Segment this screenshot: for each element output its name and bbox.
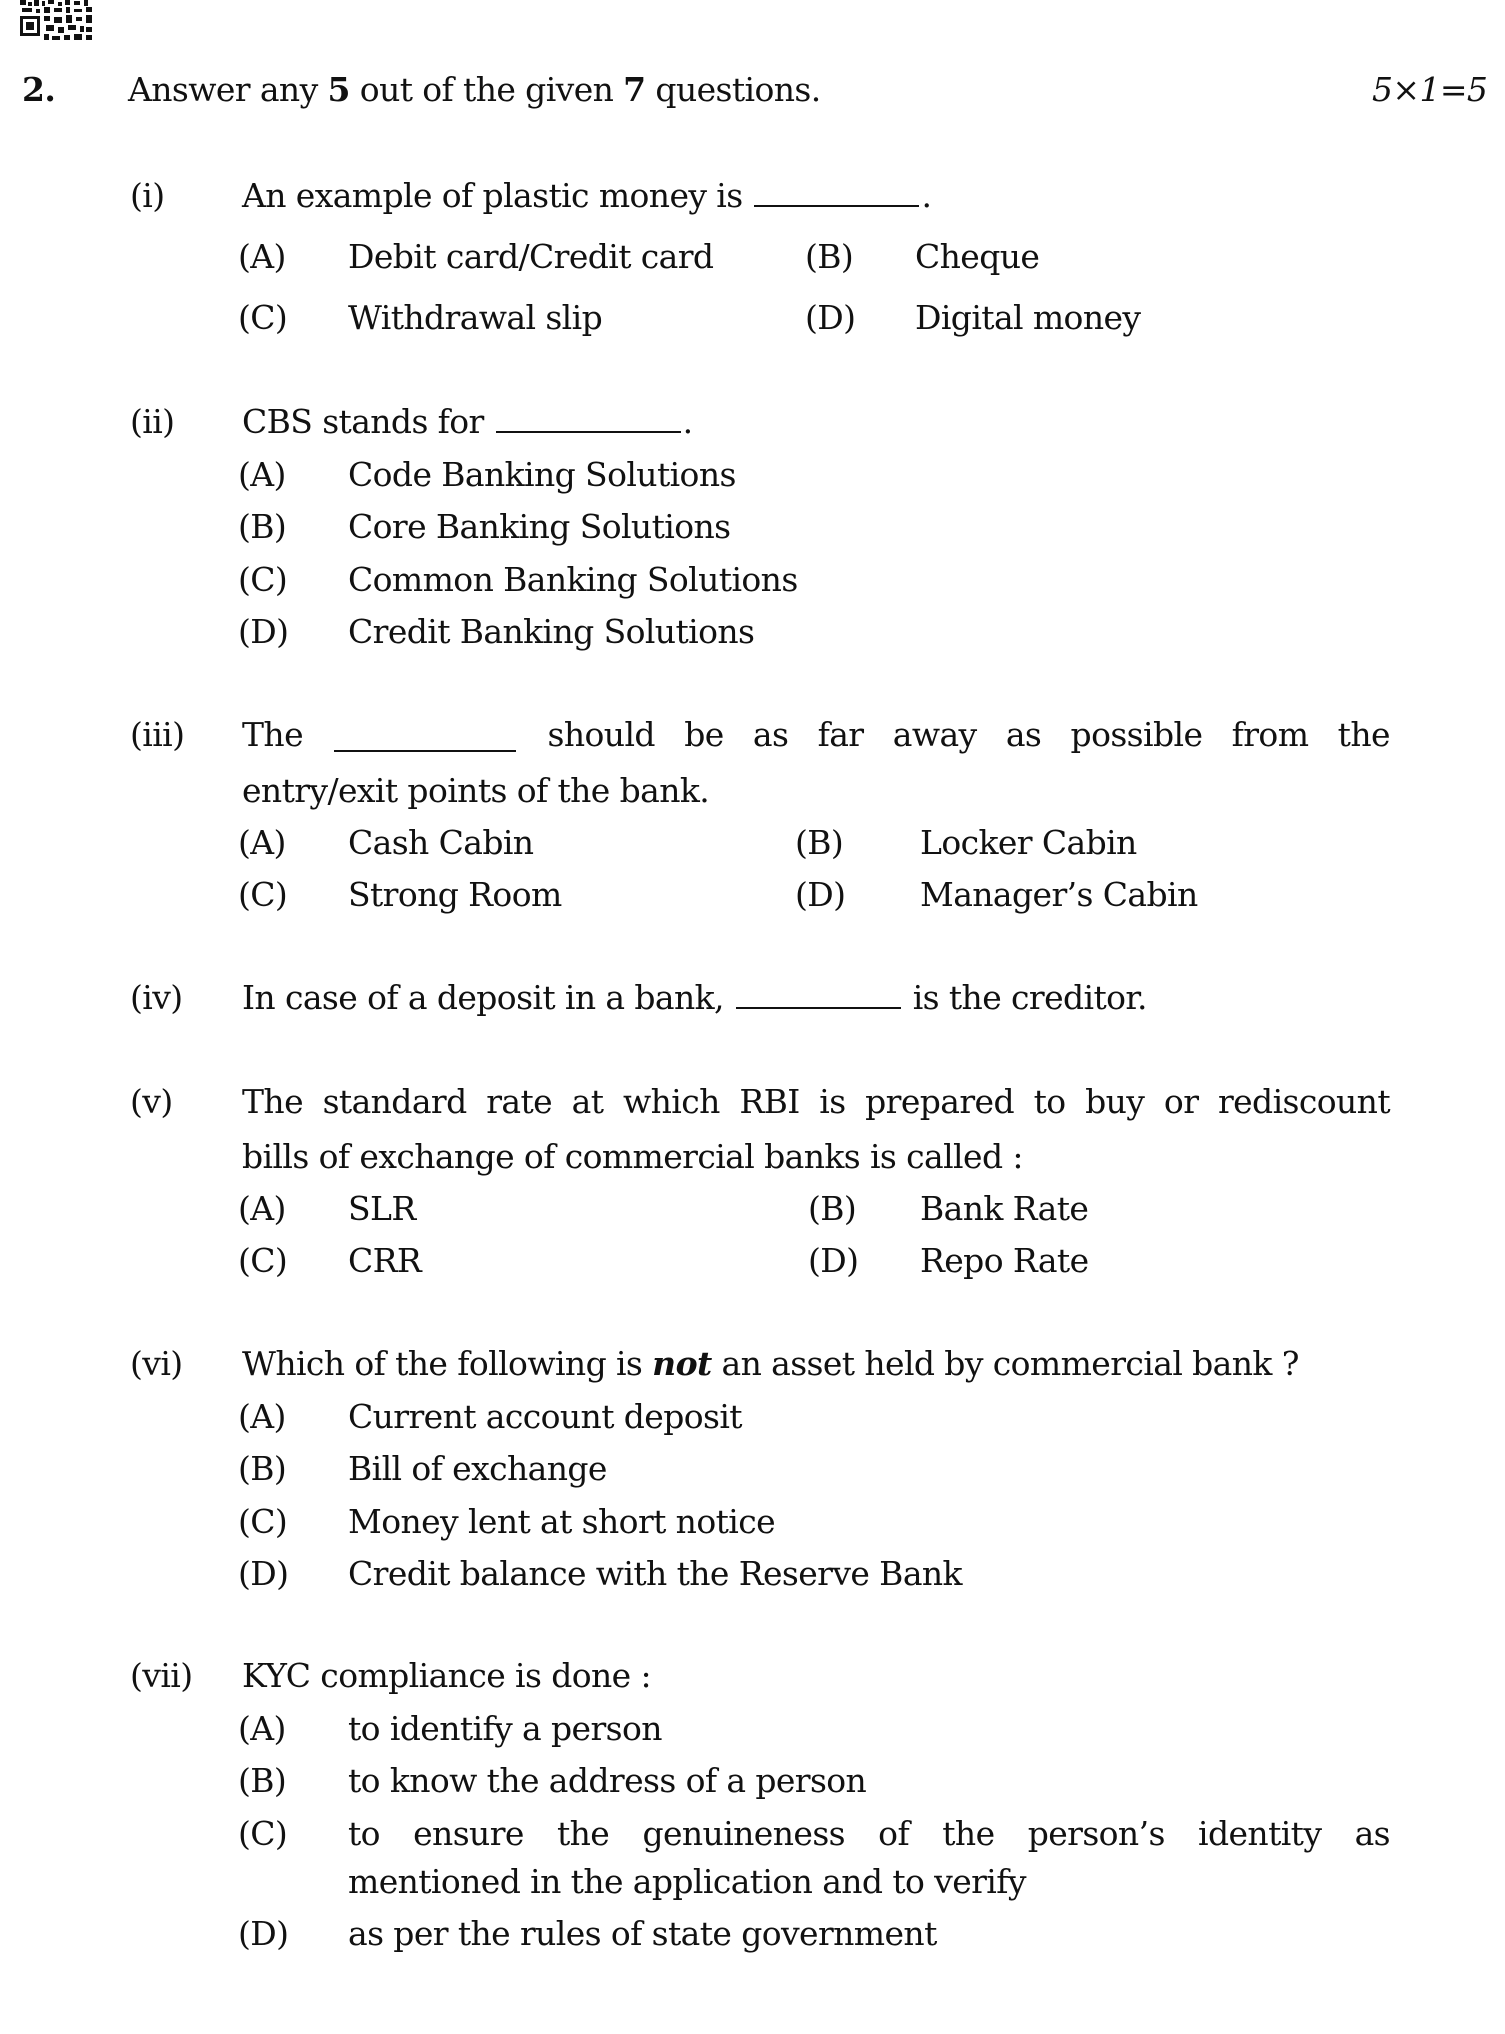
- question-text-part: .: [682, 402, 693, 441]
- option-text: Cheque: [915, 237, 1040, 276]
- instructions: [128, 70, 821, 109]
- option-label: (D): [238, 1554, 289, 1593]
- question-number: (iii): [130, 715, 185, 754]
- option-label: (A): [238, 237, 286, 276]
- question-text-line1: [242, 715, 1390, 754]
- option-label: (A): [238, 455, 286, 494]
- instruction-text: Answer any: [128, 70, 328, 109]
- option-text: Credit balance with the Reserve Bank: [348, 1554, 962, 1593]
- answer-blank: [736, 1006, 901, 1009]
- instruction-total: 7: [623, 70, 646, 109]
- word: be: [684, 715, 724, 754]
- instruction-text: out of the given: [349, 70, 624, 109]
- question-text-line2: bills of exchange of commercial banks is called :: [242, 1137, 1023, 1176]
- question-text: [242, 1344, 1299, 1383]
- question-number: (i): [130, 176, 165, 215]
- question-number: (ii): [130, 402, 175, 441]
- option-label: (A): [238, 1189, 286, 1228]
- option-text: Manager’s Cabin: [920, 875, 1198, 914]
- word: should: [547, 715, 655, 754]
- option-text: Bill of exchange: [348, 1449, 607, 1488]
- question-text-part: .: [921, 176, 932, 215]
- option-label: (B): [808, 1189, 857, 1228]
- question-number: 2.: [22, 70, 56, 109]
- word: The: [242, 715, 303, 754]
- question-text-part: An example of plastic money is: [242, 176, 753, 215]
- question-text-line2: entry/exit points of the bank.: [242, 771, 710, 810]
- option-text: Strong Room: [348, 875, 562, 914]
- option-label: (D): [238, 1914, 289, 1953]
- emphasis-text: not: [652, 1344, 712, 1383]
- question-text-part: Which of the following is: [242, 1344, 653, 1383]
- word: far: [817, 715, 864, 754]
- option-text: Repo Rate: [920, 1241, 1089, 1280]
- question-number: (v): [130, 1082, 173, 1121]
- question-number: (iv): [130, 978, 183, 1017]
- option-label: (B): [238, 1761, 287, 1800]
- word: as: [1005, 715, 1042, 754]
- option-label: (A): [238, 823, 286, 862]
- option-label: (C): [238, 875, 288, 914]
- option-label: (C): [238, 560, 288, 599]
- option-text: Bank Rate: [920, 1189, 1089, 1228]
- question-text-part: an asset held by commercial bank ?: [711, 1344, 1299, 1383]
- option-text: Cash Cabin: [348, 823, 534, 862]
- option-label: (D): [808, 1241, 859, 1280]
- answer-blank: [496, 430, 681, 433]
- question-text-part: CBS stands for: [242, 402, 494, 441]
- option-text: to identify a person: [348, 1709, 662, 1748]
- word: as: [752, 715, 789, 754]
- option-label: (B): [805, 237, 854, 276]
- option-label: (C): [238, 1814, 288, 1853]
- option-text: to know the address of a person: [348, 1761, 867, 1800]
- option-text: Credit Banking Solutions: [348, 612, 755, 651]
- option-text: as per the rules of state government: [348, 1914, 937, 1953]
- option-text: Debit card/Credit card: [348, 237, 714, 276]
- question-text-part: is the creditor.: [902, 978, 1147, 1017]
- question-text: KYC compliance is done :: [242, 1656, 651, 1695]
- option-text: Locker Cabin: [920, 823, 1137, 862]
- question-number: (vii): [130, 1656, 193, 1695]
- instruction-text: questions.: [645, 70, 821, 109]
- option-label: (B): [795, 823, 844, 862]
- option-label: (D): [238, 612, 289, 651]
- instruction-count: 5: [327, 70, 350, 109]
- question-text: [242, 978, 1147, 1017]
- question-number: (vi): [130, 1344, 183, 1383]
- option-text: Money lent at short notice: [348, 1502, 776, 1541]
- option-text: Common Banking Solutions: [348, 560, 798, 599]
- word: possible: [1070, 715, 1203, 754]
- option-label: (C): [238, 1241, 288, 1280]
- option-text: CRR: [348, 1241, 422, 1280]
- option-label: (A): [238, 1397, 286, 1436]
- option-label: (B): [238, 1449, 287, 1488]
- option-text: Digital money: [915, 298, 1141, 337]
- option-label: (A): [238, 1709, 286, 1748]
- option-text-continued: mentioned in the application and to verify: [348, 1862, 1026, 1901]
- question-text: [242, 402, 693, 441]
- question-text-line1: The standard rate at which RBI is prepared to buy or rediscount: [242, 1082, 1390, 1121]
- answer-blank: [334, 749, 516, 752]
- question-text-part: In case of a deposit in a bank,: [242, 978, 734, 1017]
- option-label: (C): [238, 298, 288, 337]
- word: the: [1337, 715, 1390, 754]
- option-text: to ensure the genuineness of the person’s identity as: [348, 1814, 1390, 1853]
- option-label: (D): [795, 875, 846, 914]
- option-text: Withdrawal slip: [348, 298, 603, 337]
- option-text: Code Banking Solutions: [348, 455, 736, 494]
- word: from: [1231, 715, 1309, 754]
- word: away: [892, 715, 977, 754]
- option-label: (C): [238, 1502, 288, 1541]
- qr-code-icon: [20, 0, 94, 42]
- option-text: SLR: [348, 1189, 416, 1228]
- option-label: (B): [238, 507, 287, 546]
- option-text: Current account deposit: [348, 1397, 742, 1436]
- answer-blank: [754, 204, 919, 207]
- marks-allocation: 5×1=5: [1372, 70, 1488, 109]
- option-text: Core Banking Solutions: [348, 507, 731, 546]
- option-label: (D): [805, 298, 856, 337]
- question-text: [242, 176, 931, 215]
